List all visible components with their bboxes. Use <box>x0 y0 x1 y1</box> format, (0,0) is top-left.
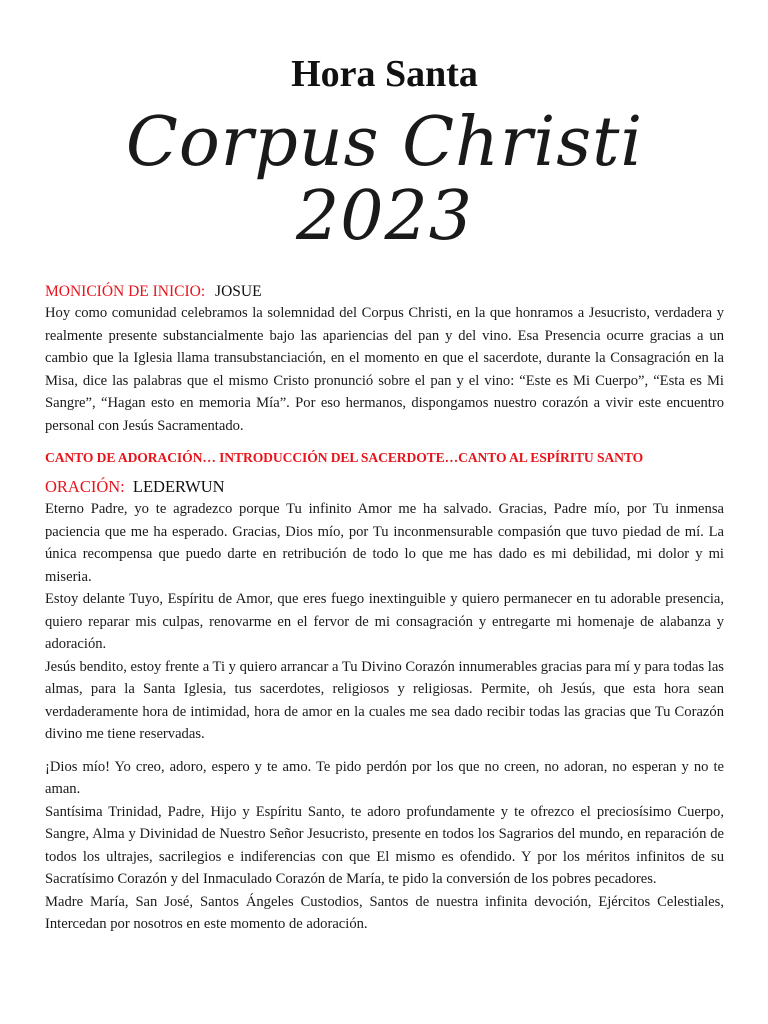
canto-heading: CANTO DE ADORACIÓN… INTRODUCCIÓN DEL SACERDOTE…CANTO AL ESPÍRITU SANTO <box>45 450 644 465</box>
prayer-paragraph: ¡Dios mío! Yo creo, adoro, espero y te amo. Te pido perdón por los que no creen, no adoran, no esperan y no te aman. <box>45 758 724 797</box>
prayer-paragraph: Eterno Padre, yo te agradezco porque Tu infinito Amor me ha salvado. Gracias, Padre mío, por Tu inmensa paciencia que me ha esperado. Gracias, Dios mío, por Tu inconmensurable compasión que tuvo piedad de mí. La única recompensa que puedo darte en retribución de todo lo que me has dado es mi debilidad, mi dolor y mi miseria. <box>45 501 724 585</box>
oracion-heading <box>45 476 724 498</box>
prayer-paragraph: Santísima Trinidad, Padre, Hijo y Espíritu Santo, te adoro profundamente y te ofrezco el preciosísimo Cuerpo, Sangre, Alma y Divinidad de Nuestro Señor Jesucristo, presente en todos los Sagrarios del mundo, en reparación de todos los ultrajes, sacrilegios e indiferencias con que El mismo es ofendido. Y por los méritos infinitos de su Sacratísimo Corazón y del Inmaculado Corazón de María, te pido la conversión de los pobres pecadores. <box>45 803 724 887</box>
monicion-heading <box>45 282 724 302</box>
intro-paragraph: Hoy como comunidad celebramos la solemnidad del Corpus Christi, en la que honramos a Jesucristo, verdadera y realmente presente substancialmente bajo las apariencias del pan y del vino. Esa Presencia ocurre gracias a un cambio que la Iglesia llama transubstanciación, en el momento en que el sacerdote, durante la Consagración en la Misa, dice las palabras que el mismo Cristo pronunció sobre el pan y el vino: “Este es Mi Cuerpo”, “Esta es Mi Sangre”, “Hagan esto en memoria Mía”. Por eso hermanos, dispongamos nuestro corazón a vivir este encuentro personal con Jesús Sacramentado. <box>45 305 724 434</box>
oracion-label: ORACIÓN: <box>45 477 125 496</box>
oracion-reader: LEDERWUN <box>132 477 225 496</box>
monicion-label: MONICIÓN DE INICIO: <box>45 283 206 300</box>
prayer-paragraph: Madre María, San José, Santos Ángeles Custodios, Santos de nuestra infinita devoción, Ejércitos Celestiales, Intercedan por nosotros en este momento de adoración. <box>45 893 724 932</box>
prayer-paragraph: Jesús bendito, estoy frente a Ti y quiero arrancar a Tu Divino Corazón innumerables gracias para mí y para todas las almas, para la Santa Iglesia, tus sacerdotes, religiosos y religiosas. Permite, oh Jesús, que esta hora sean verdaderamente hora de intimidad, hora de amor en la cuales me sea dado recibir todas las gracias que Tu Corazón divino me tiene reservadas. <box>45 658 724 742</box>
page-subtitle: Corpus Christi 2023 <box>125 103 644 256</box>
prayer-paragraph: Estoy delante Tuyo, Espíritu de Amor, que eres fuego inextinguible y quiero permanecer en tu adorable presencia, quiero reparar mis culpas, renovarme en el fervor de mi consagración y entregarte mi homenaje de alabanza y adoración. <box>45 591 724 652</box>
monicion-reader: JOSUE <box>215 283 262 300</box>
page-title: Hora Santa <box>291 53 478 95</box>
